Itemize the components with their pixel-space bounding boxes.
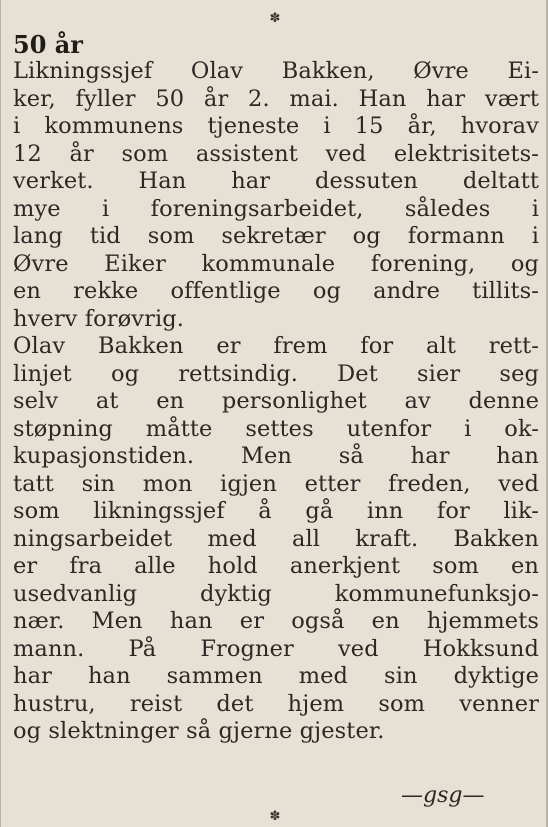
article-line: tatt sin mon igjen etter freden, ved bbox=[13, 470, 539, 497]
article-line: verket. Han har dessuten deltatt bbox=[13, 168, 539, 194]
article-line: usedvanlig dyktig kommunefunksjo- bbox=[13, 580, 539, 607]
bottom-ornament-icon: ✽ bbox=[269, 809, 281, 824]
article-line: 12 år som assistent ved elektrisitets- bbox=[13, 140, 539, 167]
article-body bbox=[13, 58, 539, 746]
article-line: i kommunens tjeneste i 15 år, hvorav bbox=[13, 113, 539, 139]
article-line: selv at en personlighet av denne bbox=[13, 388, 539, 414]
top-ornament-icon: ✽ bbox=[269, 11, 281, 26]
article-line: hverv forøvrig. bbox=[13, 305, 185, 332]
author-signature: —gsg— bbox=[401, 783, 485, 808]
article-line: støpning måtte settes utenfor i ok- bbox=[13, 415, 539, 442]
article-line: en rekke offentlige og andre tillits- bbox=[13, 278, 539, 304]
article-line: linjet og rettsindig. Det sier seg bbox=[13, 360, 539, 387]
article-line: kupasjonstiden. Men så har han bbox=[13, 443, 539, 469]
article-line: er fra alle hold anerkjent som en bbox=[13, 553, 539, 579]
article-line: hustru, reist det hjem som venner bbox=[13, 690, 539, 717]
article-line: Olav Bakken er frem for alt rett- bbox=[13, 333, 539, 359]
article-line: mye i foreningsarbeidet, således i bbox=[13, 195, 539, 222]
article-line: Likningssjef Olav Bakken, Øvre Ei- bbox=[13, 58, 539, 84]
article-line: Øvre Eiker kommunale forening, og bbox=[13, 250, 539, 277]
article-line: har han sammen med sin dyktige bbox=[13, 663, 539, 689]
article-heading: 50 år bbox=[13, 30, 83, 59]
article-line: ningsarbeidet med all kraft. Bakken bbox=[13, 525, 539, 552]
article-line: mann. På Frogner ved Hokksund bbox=[13, 635, 539, 662]
article-line: lang tid som sekretær og formann i bbox=[13, 223, 539, 249]
article-line: ker, fyller 50 år 2. mai. Han har vært bbox=[13, 85, 539, 112]
article-line: som likningssjef å gå inn for lik- bbox=[13, 498, 539, 524]
article-line: nær. Men han er også en hjemmets bbox=[13, 608, 539, 634]
article-line: og slektninger så gjerne gjester. bbox=[13, 718, 385, 744]
